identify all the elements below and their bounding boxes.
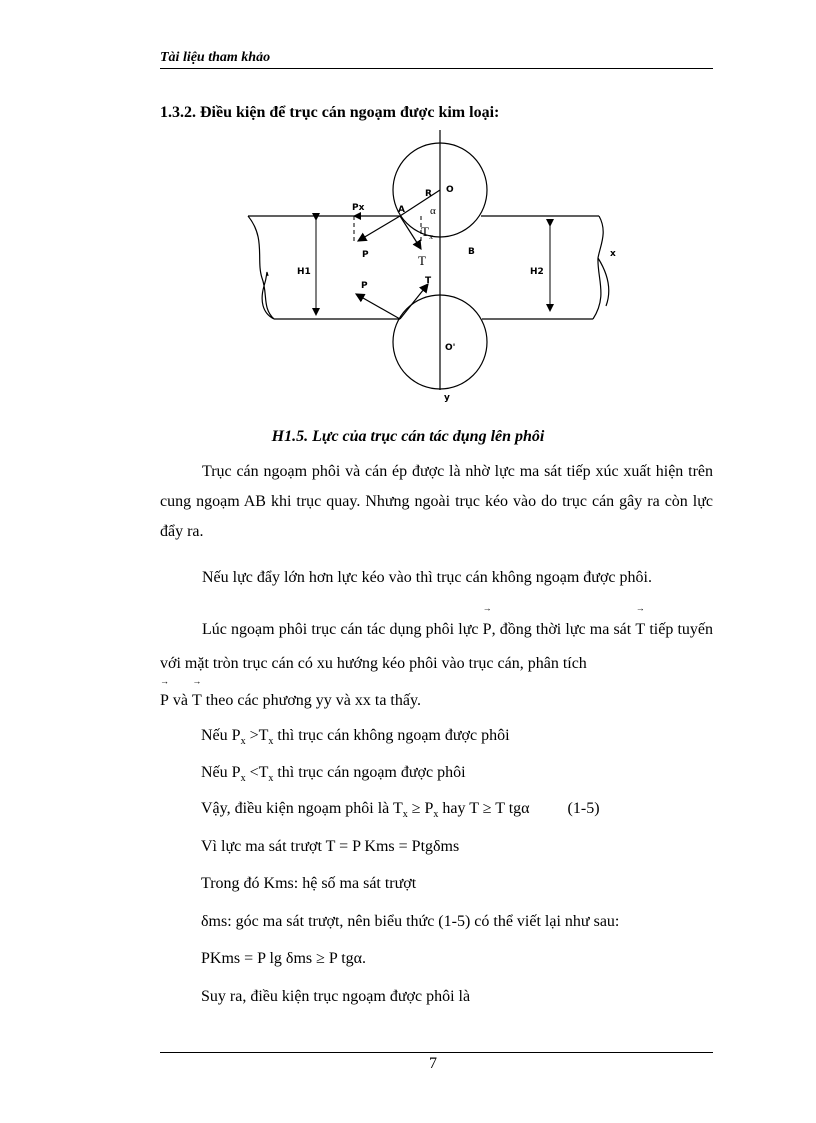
condition-line-4: Vì lực ma sát trượt T = P Kms = Ptgδms [201, 838, 460, 855]
header-title: Tài liệu tham khảo [160, 50, 271, 65]
label-tx: $T_x$ [421, 224, 433, 241]
paragraph-4: → P và → T theo các phương yy và xx ta thấy. [160, 686, 713, 716]
paragraph-3: Lúc ngoạm phôi trục cán tác dụng phôi lực → P, đồng thời lực ma sát → T tiếp tuyến với mặt tròn trục cán có xu hướng kéo phôi vào trục cán, phân tích [160, 603, 714, 672]
diagram-svg [240, 128, 640, 408]
label-o: O [446, 185, 454, 195]
label-px: Px [352, 203, 365, 213]
label-b: B [468, 247, 475, 257]
label-t-upper: T [418, 253, 426, 268]
force-t-lower [400, 284, 428, 319]
workpiece-right-break [593, 216, 609, 319]
vector-t: → T [635, 603, 646, 638]
workpiece-left-break [248, 216, 274, 319]
label-h1: H1 [297, 267, 311, 277]
label-o-prime: O' [445, 343, 456, 353]
vector-t-2: → T [192, 676, 202, 709]
label-y: y [444, 393, 450, 403]
condition-line-7: PKms = P lg δms ≥ P tgα. [201, 950, 367, 967]
paragraph-1: Trục cán ngoạm phôi và cán ép được là nhờ lực ma sát tiếp xúc xuất hiện trên cung ngoạm AB khi trục quay. Nhưng ngoài trục kéo vào do trục cán gây ra còn lực đẩy ra. [160, 463, 713, 540]
vector-p: → P [482, 603, 492, 638]
condition-line-8: Suy ra, điều kiện trục ngoạm được phôi là [201, 988, 471, 1005]
label-p-lower: P [361, 281, 368, 291]
vector-p-2: → P [160, 676, 169, 709]
footer-rule [160, 1052, 713, 1053]
figure-caption: H1.5. Lực của trục cán tác dụng lên phôi [271, 428, 545, 445]
label-p-upper: P [362, 250, 369, 260]
condition-line-1: Nếu $P_x >T_x$ thì trục cán không ngoạm được phôi [201, 727, 510, 748]
label-t-lower: T [425, 276, 432, 286]
label-h2: H2 [530, 267, 544, 277]
force-t-upper [400, 216, 421, 249]
equation-number: (1-5) [567, 800, 600, 817]
section-heading: 1.3.2. Điều kiện để trục cán ngoạm được kim loại: [160, 104, 500, 121]
label-a: A [398, 205, 405, 215]
condition-line-6: δms: góc ma sát trượt, nên biểu thức (1-5) có thể viết lại như sau: [201, 913, 620, 930]
label-x: x [610, 249, 616, 259]
label-r: R [425, 189, 432, 199]
force-p-lower [356, 294, 400, 319]
condition-line-3: Vậy, điều kiện ngoạm phôi là $T_x \ge P_x$ hay T ≥ T tgα (1-5) [201, 800, 600, 821]
paragraph-2: Nếu lực đẩy lớn hơn lực kéo vào thì trục cán không ngoạm được phôi. [202, 569, 652, 586]
roll-force-diagram [240, 128, 640, 408]
condition-line-2: Nếu $P_x <T_x$ thì trục cán ngoạm được phôi [201, 764, 466, 785]
force-p-upper [358, 216, 400, 241]
condition-line-5: Trong đó Kms: hệ số ma sát trượt [201, 875, 417, 892]
label-alpha: α [430, 205, 436, 217]
page-number: 7 [429, 1055, 437, 1072]
header-rule [160, 68, 713, 69]
